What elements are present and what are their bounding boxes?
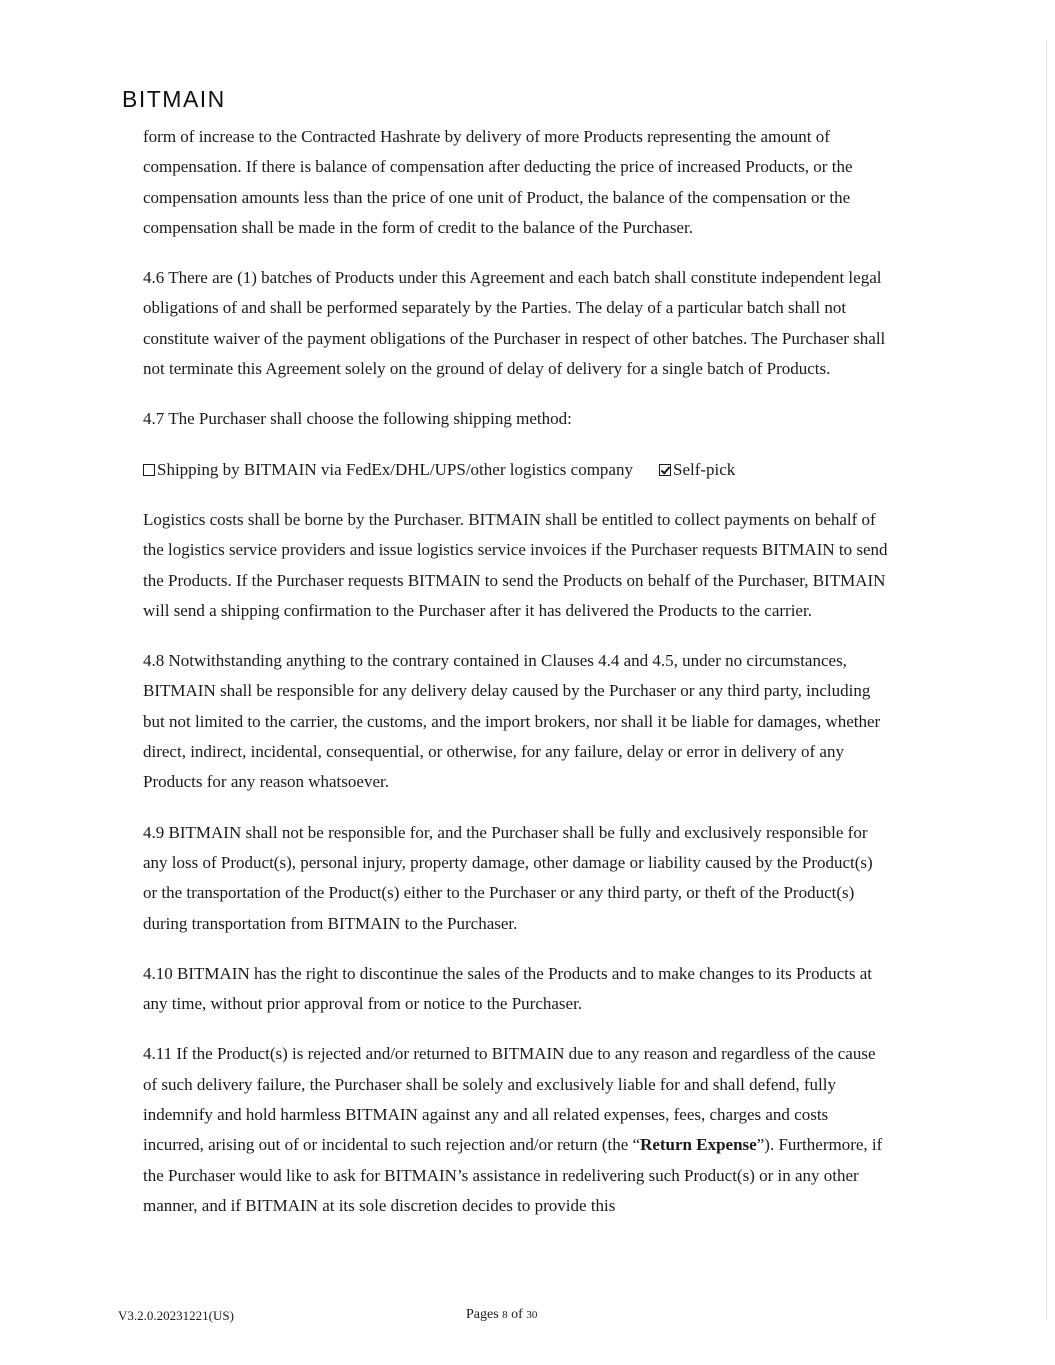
version-label: V3.2.0.20231221(US) bbox=[118, 1308, 234, 1323]
clause-4-6: 4.6 There are (1) batches of Products under this Agreement and each batch shall constitute independent legal obligations of and shall be performed separately by the Parties. The delay of a particular batch shall not constitute waiver of the payment obligations of the Purchaser in respect of other batches. The Purchaser shall not terminate this Agreement solely on the ground of delay of delivery for a single batch of Products. bbox=[143, 268, 886, 379]
clause-4-11-text-start: 4.11 If the Product(s) is rejected and/or returned to BITMAIN due to any reason and regardless of the cause of such delivery failure, the Purchaser shall be solely and exclusively liable for and shall defend, fully indemnify and hold harmless BITMAIN against any and all related expenses, fees, charges and costs incurred, arising out of or incidental to such rejection and/or return (the “ bbox=[143, 1044, 876, 1155]
scan-edge-line bbox=[1046, 40, 1047, 1320]
bitmain-logo: BITMAIN bbox=[122, 86, 226, 112]
clause-4-9: 4.9 BITMAIN shall not be responsible for, and the Purchaser shall be fully and exclusively responsible for any loss of Product(s), personal injury, property damage, other damage or liability caused by the Product(s) or the transportation of the Product(s) either to the Purchaser or any third party, or theft of the Product(s) during transportation from BITMAIN to the Purchaser. bbox=[143, 822, 873, 933]
clause-4-11-text-end: ”). Furthermore, if the Purchaser would like to ask for BITMAIN’s assistance in redelivering such Product(s) or in any other manner, and if BITMAIN at its sole discretion decides to provide this bbox=[143, 1135, 883, 1215]
total-pages-number: 30 bbox=[526, 1309, 538, 1321]
current-page-number: 8 bbox=[502, 1309, 508, 1321]
logistics-costs-paragraph: Logistics costs shall be borne by the Purchaser. BITMAIN shall be entitled to collect payments on behalf of the logistics service providers and issue logistics service invoices if the Purchaser requests BITMAIN to send the Products. If the Purchaser requests BITMAIN to send the Products on behalf of the Purchaser, BITMAIN will send a shipping confirmation to the Purchaser after it has delivered the Products to the carrier. bbox=[143, 509, 888, 620]
clause-4-7: 4.7 The Purchaser shall choose the following shipping method: bbox=[143, 409, 572, 429]
page-indicator bbox=[466, 1307, 537, 1323]
self-pick-checkbox[interactable] bbox=[659, 464, 671, 476]
shipping-by-bitmain-checkbox[interactable] bbox=[143, 464, 155, 476]
clause-4-8: 4.8 Notwithstanding anything to the contrary contained in Clauses 4.4 and 4.5, under no circumstances, BITMAIN shall be responsible for any delivery delay caused by the Purchaser or any third party, including but not limited to the carrier, the customs, and the import brokers, nor shall it be liable for damages, whether direct, indirect, incidental, consequential, or otherwise, for any failure, delay or error in delivery of any Products for any reason whatsoever. bbox=[143, 651, 881, 792]
return-expense-term: Return Expense bbox=[640, 1135, 757, 1155]
pages-label: Pages bbox=[466, 1307, 499, 1322]
paragraph-compensation-continued: form of increase to the Contracted Hashrate by delivery of more Products representing the amount of compensation. If there is balance of compensation after deducting the price of increased Products, or the compensation amounts less than the price of one unit of Product, the balance of the compensation or the compensation shall be made in the form of credit to the balance of the Purchaser. bbox=[143, 127, 853, 237]
document-body bbox=[143, 122, 888, 1241]
self-pick-label: Self-pick bbox=[672, 459, 736, 479]
clause-4-10: 4.10 BITMAIN has the right to discontinue the sales of the Products and to make changes to its Products at any time, without prior approval from or notice to the Purchaser. bbox=[143, 963, 872, 1014]
shipping-by-bitmain-label: Shipping by BITMAIN via FedEx/DHL/UPS/other logistics company bbox=[157, 459, 633, 479]
clause-4-11 bbox=[143, 1039, 888, 1221]
shipping-method-options bbox=[143, 455, 888, 485]
of-label: of bbox=[511, 1307, 523, 1322]
